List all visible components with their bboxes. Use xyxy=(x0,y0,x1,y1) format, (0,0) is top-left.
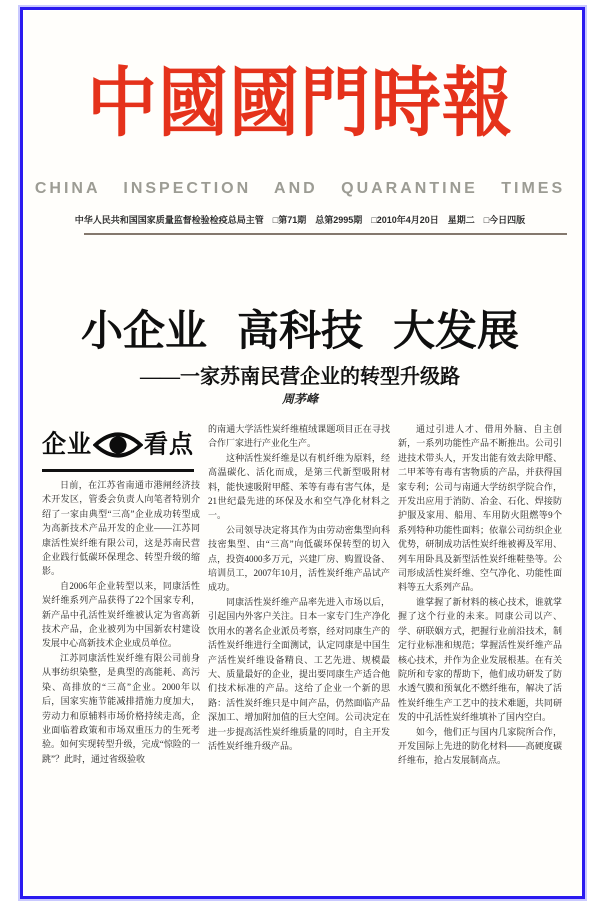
headline-part-3: 大发展 xyxy=(393,307,520,354)
article-column-3 xyxy=(398,422,562,768)
article-column-1 xyxy=(42,422,200,768)
masthead-info-line: 中华人民共和国国家质量监督检验检疫总局主管 □第71期 总第2995期 □2010年4月20日 星期二 □今日四版 xyxy=(74,215,526,225)
article-body xyxy=(42,422,562,768)
paragraph: 这种活性炭纤维是以有机纤维为原料，经高温碳化、活化而成，是第三代新型吸附材料，能快速吸附甲醛、苯等有毒有害气体，是21世纪最先进的环保及水和空气净化材料之一。 xyxy=(208,452,390,521)
masthead-english-subtitle: CHINA INSPECTION AND QUARANTINE TIMES xyxy=(34,180,566,197)
paragraph: 如今，他们正与国内几家院所合作，开发国际上先进的防化材料——高硬度碳纤维布，抢占发展制高点。 xyxy=(398,726,562,766)
paragraph: 日前，在江苏省南通市港闸经济技术开发区，管委会负责人向笔者特别介绍了一家由典型“三高”企业成功转型成为高新技术产品开发的企业——江苏同康活性炭纤维有限公司，这是苏南民营企业践行低碳环保理念、转型升级的缩影。 xyxy=(42,480,200,577)
eye-icon xyxy=(93,428,143,462)
paragraph: 通过引进人才、借用外脑、自主创新，一系列功能性产品不断推出。公司引进技术带头人，开发出能有效去除甲醛、二甲苯等有毒有害物质的产品，并获得国家专利；公司与南通大学纺织学院合作，开发出应用于消防、冶金、石化、焊接防护服及家用、船用、车用防火阻燃等9个系列特种功能性面料；依靠公司纺织企业优势，研制成功活性炭纤维被褥及军用、列车用卧具及新型活性炭纤维鞋垫等。公司形成活性炭纤维、空气净化、功能性面料等五大系列产品。 xyxy=(398,424,562,593)
paragraph: 同康活性炭纤维产品率先进入市场以后，引起国内外客户关注。日本一家专门生产净化饮用水的著名企业派员考察，经对同康生产的活性炭纤维进行全面测试，认定同康是中国生产活性炭纤维设备精良、工艺先进、规模最大、质量最好的企业，提出要同康生产适合他们技术标准的产品。这给了企业一个新的思路：活性炭纤维只是中间产品，仍然面临产品深加工、增加附加值的巨大空间。公司决定在进一步提高活性炭纤维质量的同时，自主开发活性炭纤维升级产品。 xyxy=(208,596,390,751)
paragraph: 江苏同康活性炭纤维有限公司前身从事纺织染整，是典型的高能耗、高污染、高排放的“三高”企业。2000年以后，国家实施节能减排措施力度加大，劳动力和原辅料市场价格持续走高，企业面临着政策和市场双重压力的生死考验。如何实现转型升级，完成“惊险的一跳”？此时，通过省级验收 xyxy=(42,652,200,764)
article-column-2 xyxy=(208,422,390,768)
headline-subtitle: ——一家苏南民营企业的转型升级路 xyxy=(140,366,460,388)
headline-part-1: 小企业 xyxy=(80,307,207,354)
headline xyxy=(0,298,600,358)
masthead-divider-rule xyxy=(84,233,567,235)
paragraph: 公司领导决定将其作为由劳动密集型向科技密集型、由“三高”向低碳环保转型的切入点，投资4000多万元，兴建厂房、购置设备、培训员工，2007年10月，活性炭纤维产品试产成功。 xyxy=(208,524,390,593)
paragraph: 自2006年企业转型以来，同康活性炭纤维系列产品获得了22个国家专利，新产品中孔活性炭纤维被认定为省高新技术产品，企业被列为中国新农村建设发展中心高新技术企业成员单位。 xyxy=(42,580,200,649)
section-logo-left-label: 企业 xyxy=(42,430,92,459)
byline: 周茅峰 xyxy=(281,392,318,406)
headline-part-2: 高科技 xyxy=(236,307,363,354)
section-logo-right-label: 看点 xyxy=(144,430,194,459)
section-logo xyxy=(42,424,194,472)
masthead-title: 中國國門時報 xyxy=(87,57,513,148)
paragraph: 谁掌握了新材料的核心技术，谁就掌握了这个行业的未来。同康公司以产、学、研联姻方式，把握行业前沿技术，制定行业标准和规范；掌握活性炭纤维产品核心技术，并作为企业发展根基。在有关院所和专家的帮助下，他们成功研发了防水透气膜和预氧化不燃纤维布，解决了活性炭纤维生产工艺中的技术难题，共同研发的中孔活性炭纤维填补了国内空白。 xyxy=(398,596,562,723)
paragraph: 的南通大学活性炭纤维植绒课题项目正在寻找合作厂家进行产业化生产。 xyxy=(208,424,390,449)
